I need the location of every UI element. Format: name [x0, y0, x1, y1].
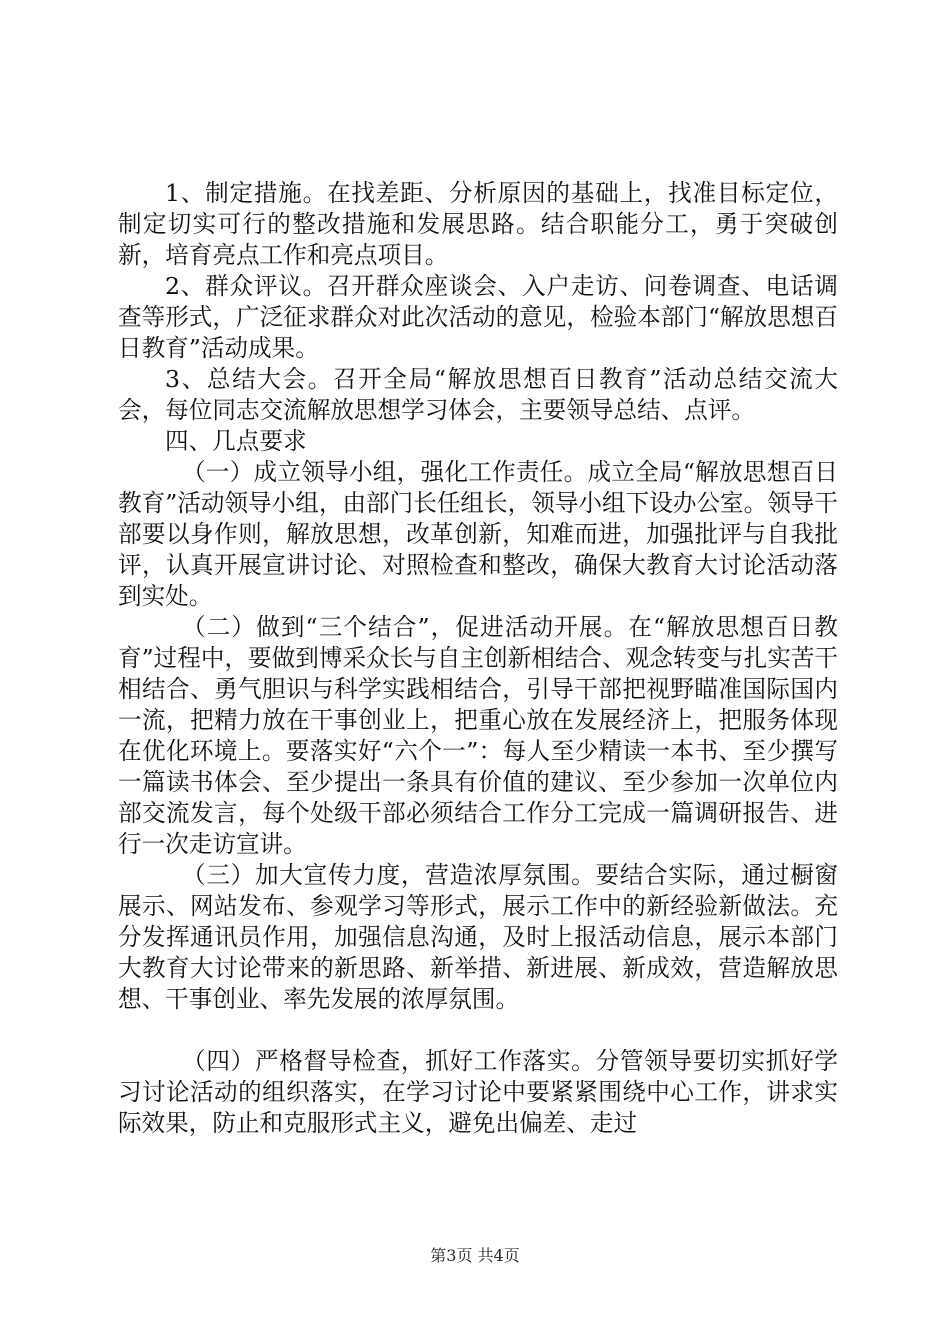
section-heading-requirements: 四、几点要求	[165, 427, 307, 455]
document-body	[118, 178, 838, 1139]
page-number-footer: 第3页 共4页	[430, 1246, 520, 1265]
paragraph-supervision: （四）严格督导检查，抓好工作落实。分管领导要切实抓好学习讨论活动的组织落实，在学习讨论中要紧紧围绕中心工作，讲求实际效果，防止和克服形式主义，避免出偏差、走过	[118, 1047, 838, 1137]
paragraph-summary-meeting: 3、总结大会。召开全局“解放思想百日教育”活动总结交流大会，每位同志交流解放思想学习体会，主要领导总结、点评。	[118, 365, 838, 424]
paragraph-measures: 1、制定措施。在找差距、分析原因的基础上，找准目标定位，制定切实可行的整改措施和发展思路。结合职能分工，勇于突破创新，培育亮点工作和亮点项目。	[118, 179, 838, 269]
paragraph-publicity: （三）加大宣传力度，营造浓厚氛围。要结合实际，通过橱窗展示、网站发布、参观学习等形式，展示工作中的新经验新做法。充分发挥通讯员作用，加强信息沟通，及时上报活动信息，展示本部门大教育大讨论带来的新思路、新举措、新进展、新成效，营造解放思想、干事创业、率先发展的浓厚氛围。	[118, 861, 838, 1013]
paragraph-leading-group: （一）成立领导小组，强化工作责任。成立全局“解放思想百日教育”活动领导小组，由部门长任组长，领导小组下设办公室。领导干部要以身作则，解放思想，改革创新，知难而进，加强批评与自我批评，认真开展宣讲讨论、对照检查和整改，确保大教育大讨论活动落到实处。	[118, 458, 838, 610]
paragraph-public-review: 2、群众评议。召开群众座谈会、入户走访、问卷调查、电话调查等形式，广泛征求群众对此次活动的意见，检验本部门“解放思想百日教育”活动成果。	[118, 272, 838, 362]
paragraph-three-combinations: （二）做到“三个结合”，促进活动开展。在“解放思想百日教育”过程中，要做到博采众长与自主创新相结合、观念转变与扎实苦干相结合、勇气胆识与科学实践相结合，引导干部把视野瞄准国际国内一流，把精力放在干事创业上，把重心放在发展经济上，把服务体现在优化环境上。要落实好“六个一”：每人至少精读一本书、至少撰写一篇读书体会、至少提出一条具有价值的建议、至少参加一次单位内部交流发言，每个处级干部必须结合工作分工完成一篇调研报告、进行一次走访宣讲。	[118, 613, 838, 858]
